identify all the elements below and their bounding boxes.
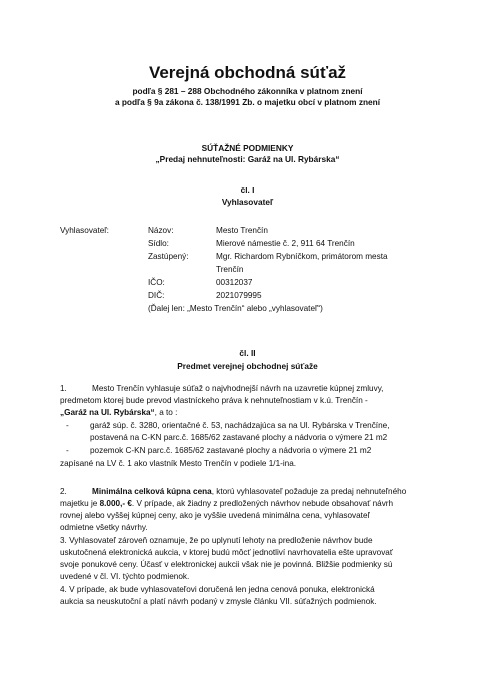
bullet-line: garáž súp. č. 3280, orientačné č. 53, nachádzajúca sa na Ul. Rybárska v Trenčíne, xyxy=(90,421,390,430)
p1-line-3 xyxy=(60,408,177,419)
p3-line: uvedené v čl. VI. týchto podmienok. xyxy=(60,572,190,581)
bullet-dash: - xyxy=(66,421,69,430)
article-2-number: čl. II xyxy=(239,348,256,358)
p2-line-1-rest: , ktorú vyhlasovateľ požaduje za predaj nehnuteľného xyxy=(211,487,407,496)
article-2-title: Predmet verejnej obchodnej súťaže xyxy=(177,361,318,371)
article-1-title: Vyhlasovateľ xyxy=(221,197,274,207)
p1-line-3-rest: , a to : xyxy=(154,408,178,417)
document-title: Verejná obchodná súťaž xyxy=(148,63,347,82)
p2-line-4: odmietne všetky návrhy. xyxy=(60,523,148,532)
bullet-line: postavená na C-KN parc.č. 1685/62 zastavané plochy a nádvoria o výmere 21 m2 xyxy=(90,433,388,442)
row-key: IČO: xyxy=(148,278,165,287)
conditions-heading: SÚŤAŽNÉ PODMIENKY xyxy=(201,143,294,153)
row-value: 2021079995 xyxy=(216,291,262,300)
row-key: Zastúpený: xyxy=(148,252,189,261)
p4-line: 4. V prípade, ak bude vyhlasovateľovi doručená len jedna cenová ponuka, elektronická xyxy=(60,585,375,594)
title-subline-1: podľa § 281 – 288 Obchodného zákonníka v platnom znení xyxy=(132,86,363,96)
row-value: Trenčín xyxy=(216,265,244,274)
p2-line-2-rest: . V prípade, ak žiadny z predložených návrhov nebude obsahovať návrh xyxy=(131,499,394,508)
row-value: Mgr. Richardom Rybníčkom, primátorom mesta xyxy=(216,252,388,261)
bullet-dash: - xyxy=(66,446,69,455)
row-value: 00312037 xyxy=(216,278,253,287)
p2-min-price-value: 8.000,- € xyxy=(99,499,132,508)
row-value: Mierové námestie č. 2, 911 64 Trenčín xyxy=(216,239,355,248)
p1-tail: zapísané na LV č. 1 ako vlastník Mesto Trenčín v podiele 1/1-ina. xyxy=(60,459,297,468)
p2-line-2 xyxy=(60,499,438,510)
p1-number: 1. xyxy=(60,384,67,393)
article-1-number: čl. I xyxy=(240,185,255,195)
conditions-subheading: „Predaj nehnuteľnosti: Garáž na Ul. Rybárska“ xyxy=(155,154,340,164)
p2-line-2-start: majetku je xyxy=(60,499,100,508)
p1-line-2: predmetom ktorej bude prevod vlastníckeho práva k nehnuteľnostiam v k.ú. Trenčín - xyxy=(60,396,368,405)
p2-line-1 xyxy=(92,487,438,498)
row-key: Názov: xyxy=(148,226,174,235)
row-key: Sídlo: xyxy=(148,239,169,248)
p2-line-3: rovnej alebo vyššej kúpnej ceny, ako je vyššie uvedená minimálna cena, vyhlasovateľ xyxy=(60,511,370,520)
p3-line: 3. Vyhlasovateľ zároveň oznamuje, že po uplynutí lehoty na predloženie návrhov bude xyxy=(60,536,373,545)
title-subline-2: a podľa § 9a zákona č. 138/1991 Zb. o majetku obcí v platnom znení xyxy=(114,97,381,107)
p2-min-price-label: Minimálna celková kúpna cena xyxy=(92,487,212,496)
p3-line: svoje ponukové ceny. Účasť v elektronickej aukcii však nie je povinná. Bližšie podmienky sú xyxy=(60,560,393,569)
vyhlasovatel-note: (Ďalej len: „Mesto Trenčín“ alebo „vyhlasovateľ“) xyxy=(148,304,323,313)
vyhlasovatel-label: Vyhlasovateľ: xyxy=(60,226,109,235)
p4-line: aukcia sa neuskutoční a platí návrh podaný v zmysle článku VII. súťažných podmienok. xyxy=(60,597,377,606)
row-value: Mesto Trenčín xyxy=(216,226,268,235)
row-key: DIČ: xyxy=(148,291,165,300)
p2-number: 2. xyxy=(60,487,67,496)
p3-line: uskutočnená elektronická aukcia, v ktorej budú môcť jednotliví navrhovatelia ešte upravovať xyxy=(60,548,393,557)
p1-line-1: Mesto Trenčín vyhlasuje súťaž o najvhodnejší návrh na uzavretie kúpnej zmluvy, xyxy=(92,384,384,393)
bullet-line: pozemok C-KN parc.č. 1685/62 zastavané plochy a nádvoria o výmere 21 m2 xyxy=(90,446,372,455)
p1-subject-name: „Garáž na Ul. Rybárska“ xyxy=(60,408,155,417)
